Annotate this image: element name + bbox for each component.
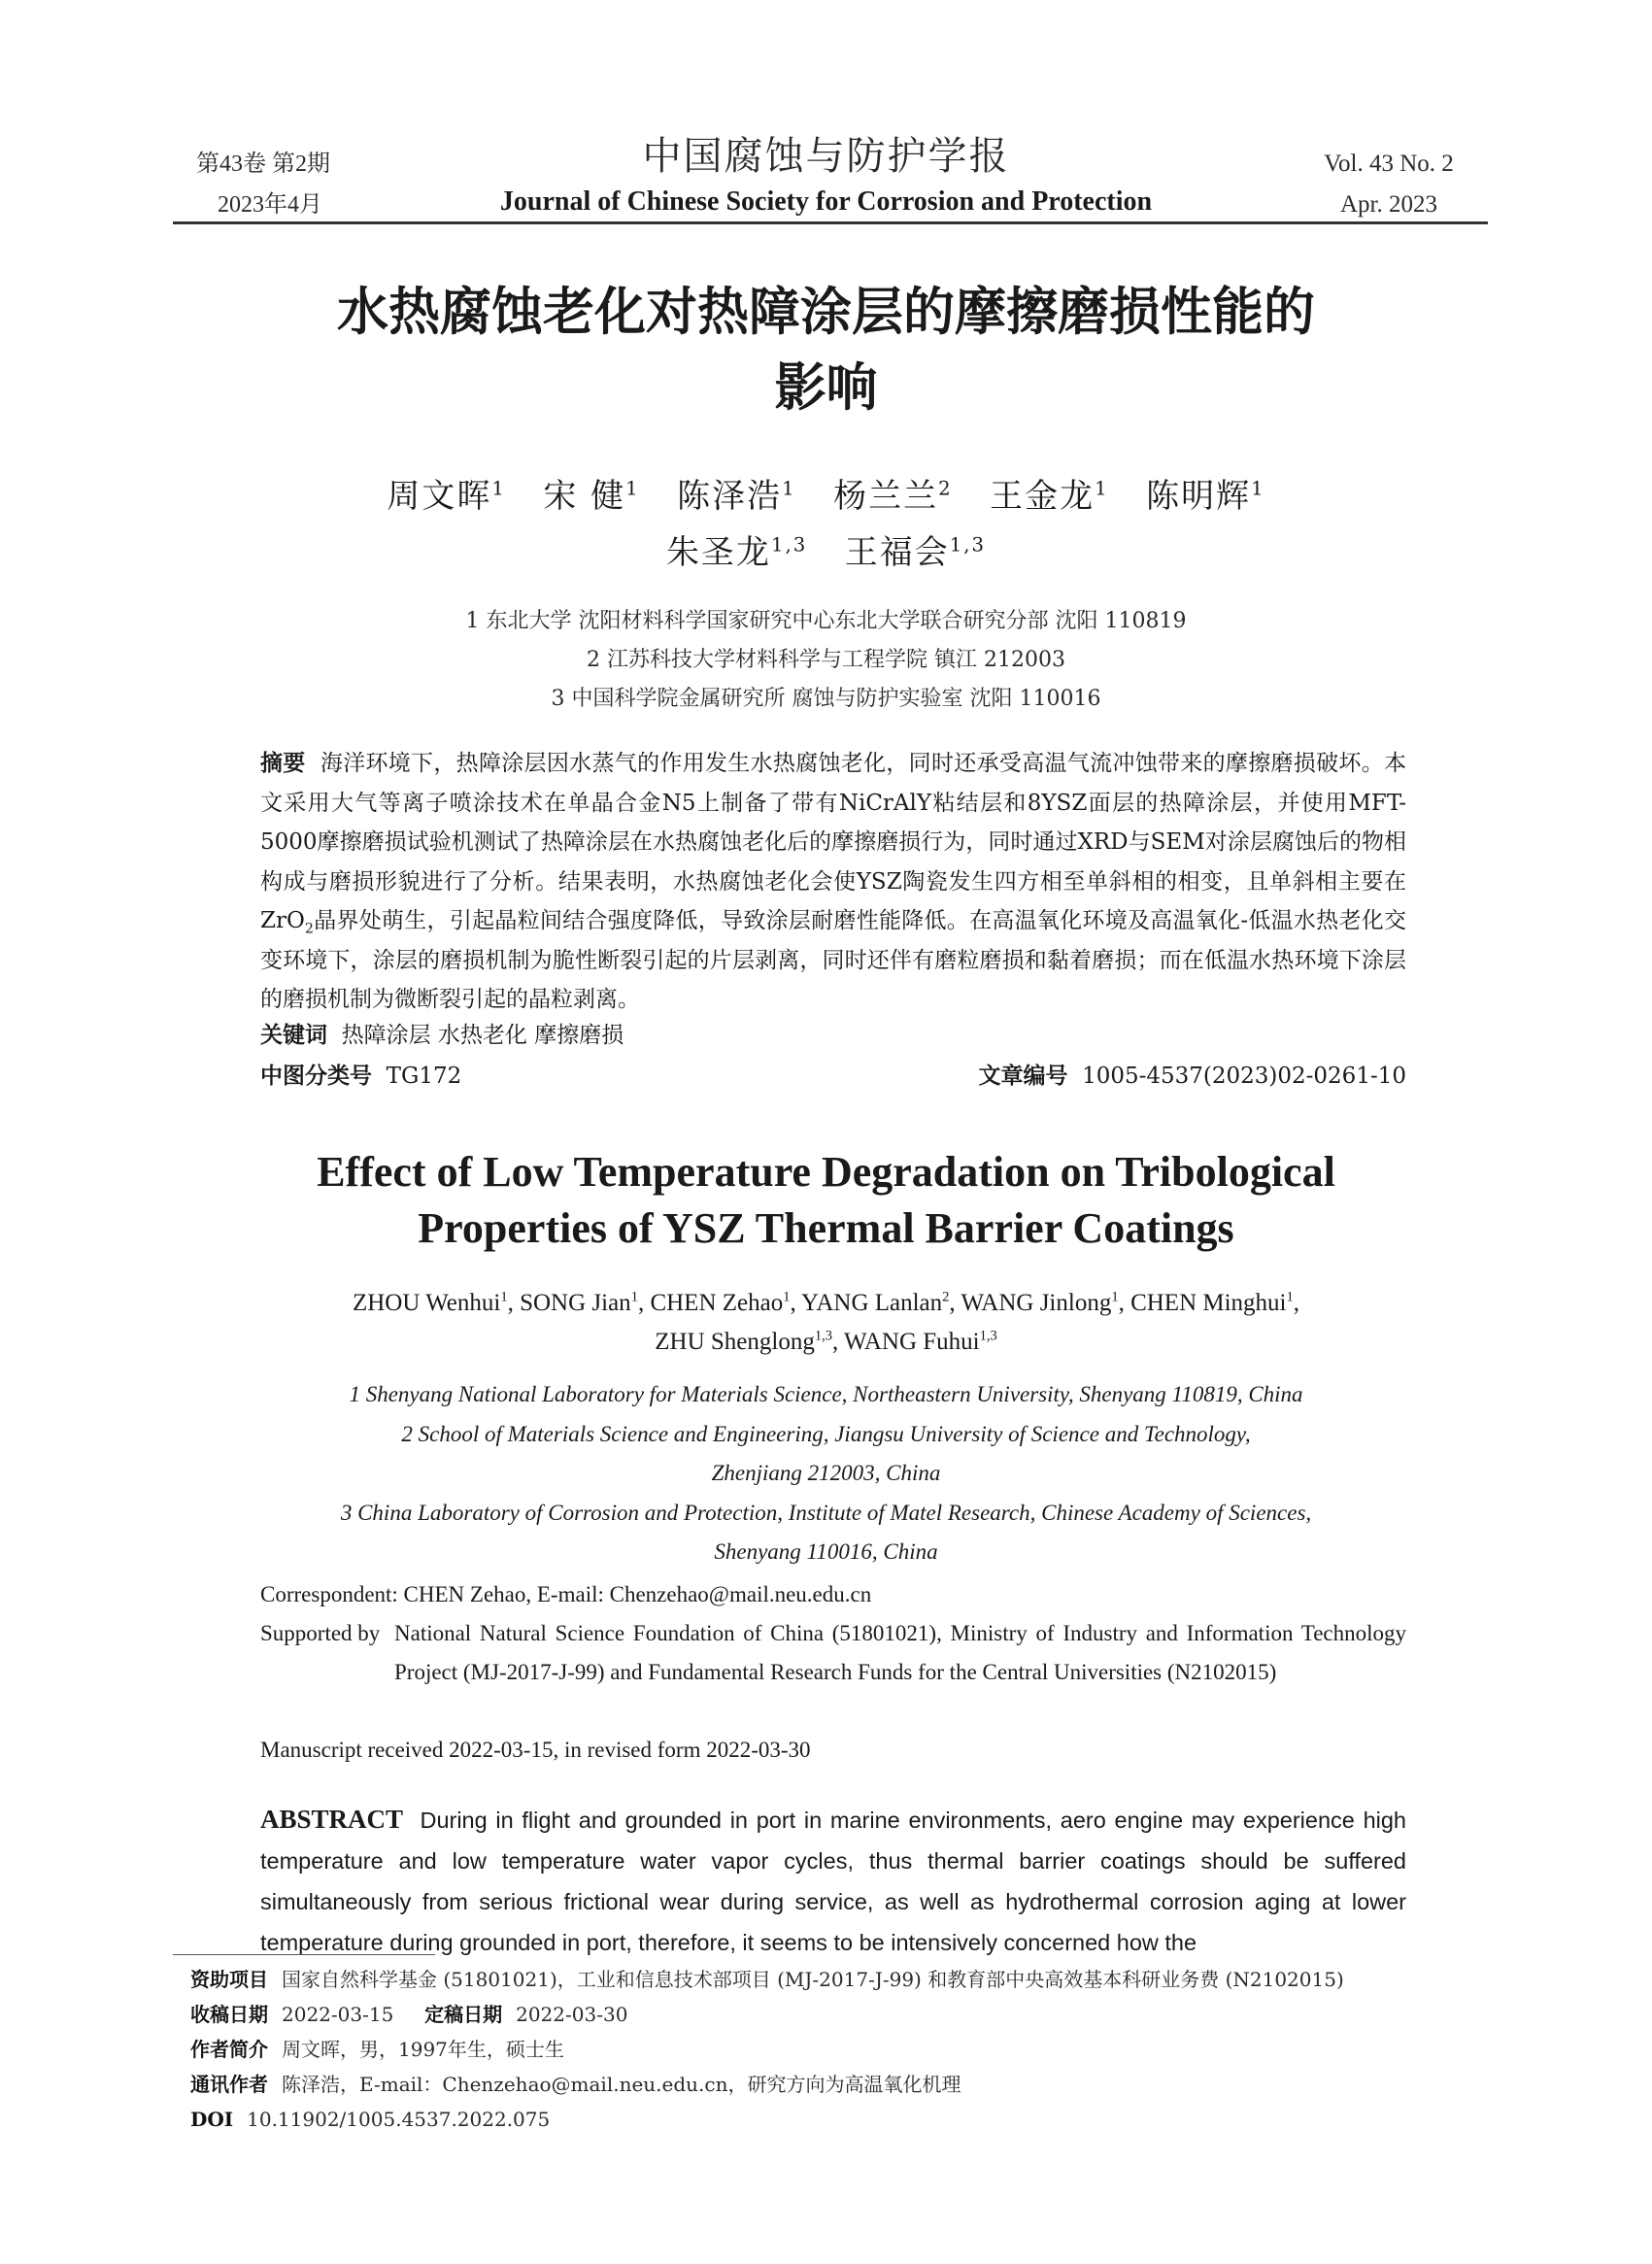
cn-abstract-text-1: 海洋环境下，热障涂层因水蒸气的作用发生水热腐蚀老化，同时还承受高温气流冲蚀带来的摩擦磨损破坏。本文采用大气等离子喷涂技术在单晶合金N5上制备了带有NiCrAlY粘结层和8YSZ面层的热障涂层，并使用MFT-5000摩擦磨损试验机测试了热障涂层在水热腐蚀老化后的摩擦磨损行为，同时通过XRD与SEM对涂层腐蚀后的物相构成与磨损形貌进行了分析。结果表明，水热腐蚀老化会使YSZ陶瓷发生四方相至单斜相的相变，且单斜相主要在ZrO <box>260 751 1407 933</box>
cn-keywords-label: 关键词 <box>260 1022 327 1048</box>
author-affil-mark: 1,3 <box>949 533 987 557</box>
author-affil-mark-en: 1 <box>500 1289 508 1305</box>
cn-clc-label: 中图分类号 <box>260 1063 372 1089</box>
author-affil-mark: 1,3 <box>770 533 808 557</box>
footnote-label: 作者简介 <box>190 2038 268 2061</box>
cn-keywords-text: 热障涂层 水热老化 摩擦磨损 <box>341 1023 624 1048</box>
author-affil-mark-en: 1 <box>783 1289 791 1305</box>
footnote-author-bio <box>190 2032 1404 2067</box>
author-name: 杨兰兰 <box>833 477 939 516</box>
en-abstract-label: ABSTRACT <box>260 1805 404 1834</box>
footnote-text: 2022-03-30 <box>516 2003 628 2026</box>
footnote-corresponding <box>190 2067 1404 2102</box>
author-name-en: SONG Jian <box>520 1290 631 1316</box>
en-authors <box>194 1284 1458 1362</box>
cn-title-line2: 影响 <box>774 357 878 418</box>
cn-article-no-value: 1005-4537(2023)02-0261-10 <box>1082 1064 1406 1089</box>
issue-info <box>196 144 330 225</box>
author-name-en: YANG Lanlan <box>801 1290 943 1316</box>
footnote-funding <box>190 1962 1404 1997</box>
volume-date-en: Apr. 2023 <box>1340 191 1437 218</box>
volume-number-en: Vol. 43 No. 2 <box>1324 151 1454 177</box>
cn-abstract <box>260 744 1406 1020</box>
cn-authors-line2 <box>194 524 1458 581</box>
cn-affiliation: 2 江苏科技大学材料科学与工程学院 镇江 212003 <box>587 648 1065 672</box>
journal-masthead <box>388 130 1264 221</box>
cn-keywords <box>260 1016 1406 1055</box>
footnote-label: DOI <box>190 2108 234 2131</box>
author-name-en: ZHU Shenglong <box>655 1329 815 1355</box>
footnote-label: 定稿日期 <box>424 2003 503 2026</box>
footnote-label: 收稿日期 <box>190 2003 268 2026</box>
author-affil-mark: 1 <box>782 477 796 500</box>
footnote-text: 国家自然科学基金 (51801021)，工业和信息技术部项目 (MJ-2017-J-99) 和教育部中央高效基本科研业务费 (N2102015) <box>282 1968 1344 1991</box>
cn-abstract-text-2: 晶界处萌生，引起晶粒间结合强度降低，导致涂层耐磨性能降低。在高温氧化环境及高温氧化-低温水热老化交变环境下，涂层的磨损机制为脆性断裂引起的片层剥离，同时还伴有磨粒磨损和黏着磨损；而在低温水热环境下涂层的磨损机制为微断裂引起的晶粒剥离。 <box>260 908 1406 1012</box>
cn-abstract-subscript: 2 <box>304 921 314 937</box>
author-affil-mark: 1 <box>491 477 506 500</box>
cn-article-no-label: 文章编号 <box>978 1063 1068 1089</box>
author-name-en: CHEN Zehao <box>650 1290 784 1316</box>
manuscript-dates: Manuscript received 2022-03-15, in revised form 2022-03-30 <box>260 1738 811 1762</box>
footnote-text: 周文晖，男，1997年生，硕士生 <box>282 2038 564 2061</box>
funding-label: Supported by <box>260 1621 381 1645</box>
author-name: 王金龙 <box>990 477 1096 516</box>
author-affil-mark-en: 1 <box>1286 1289 1294 1305</box>
en-abstract <box>260 1799 1406 1963</box>
journal-name-cn: 中国腐蚀与防护学报 <box>642 134 1010 179</box>
en-affiliation-line: Zhenjiang 212003, China <box>711 1461 941 1485</box>
en-affiliation-line: 2 School of Materials Science and Engineering, Jiangsu University of Science and Technology, <box>401 1421 1251 1446</box>
footnote-text: 2022-03-15 <box>282 2003 394 2026</box>
author-name-en: WANG Fuhui <box>844 1329 980 1355</box>
en-authors-line1: ZHOU Wenhui$^1$, SONG Jian$^1$, CHEN Zehao$^1$, YANG Lanlan$^2$, WANG Jinlong$^1$, CHEN Minghui$^1$, <box>352 1289 1300 1316</box>
cn-affiliation: 1 东北大学 沈阳材料科学国家研究中心东北大学联合研究分部 沈阳 110819 <box>465 609 1187 633</box>
author-name: 陈明辉 <box>1146 477 1252 516</box>
cn-title-line1: 水热腐蚀老化对热障涂层的摩擦磨损性能的 <box>337 282 1315 342</box>
footnotes <box>190 1962 1404 2137</box>
cn-affiliations <box>194 602 1458 719</box>
funding-text: National Natural Science Foundation of China (51801021), Ministry of Industry and Information Technology Project (MJ-2017-J-99) and Fundamental Research Funds for the Central Universities (N2102015) <box>394 1621 1406 1684</box>
en-affiliation-line: 1 Shenyang National Laboratory for Materials Science, Northeastern University, Shenyang 110819, China <box>349 1382 1303 1406</box>
author-name-en: CHEN Minghui <box>1130 1290 1287 1316</box>
cn-abstract-label: 摘要 <box>260 750 306 776</box>
cn-clc-value: TG172 <box>386 1064 462 1089</box>
en-title <box>194 1144 1458 1257</box>
cn-authors <box>194 468 1458 581</box>
en-affiliation-line: 3 China Laboratory of Corrosion and Protection, Institute of Matel Research, Chinese Academy of Sciences, <box>340 1500 1312 1525</box>
en-title-line2: Properties of YSZ Thermal Barrier Coatings <box>418 1204 1234 1252</box>
en-affiliation-line: Shenyang 110016, China <box>714 1539 938 1564</box>
footnote-doi <box>190 2102 1404 2137</box>
footnote-text: 陈泽浩，E-mail：Chenzehao@mail.neu.edu.cn，研究方向为高温氧化机理 <box>282 2073 961 2096</box>
author-name: 周文晖 <box>387 477 492 516</box>
issue-date: 2023年4月 <box>218 192 322 218</box>
author-affil-mark-en: 1 <box>630 1289 638 1305</box>
author-name: 朱圣龙 <box>665 533 771 572</box>
footnote-label: 资助项目 <box>190 1968 268 1991</box>
author-affil-mark-en: 1 <box>1111 1289 1119 1305</box>
author-name: 王福会 <box>844 533 950 572</box>
cn-authors-line1 <box>194 468 1458 524</box>
correspondent: Correspondent: CHEN Zehao, E-mail: Chenzehao@mail.neu.edu.cn <box>260 1582 872 1606</box>
author-name-en: ZHOU Wenhui <box>352 1290 501 1316</box>
issue-volume: 第43卷 第2期 <box>196 152 330 177</box>
author-affil-mark-en: 2 <box>942 1289 950 1305</box>
author-affil-mark: 1 <box>1095 477 1109 500</box>
cn-title <box>194 274 1458 425</box>
author-name: 宋 健 <box>543 477 626 516</box>
author-name-en: WANG Jinlong <box>961 1290 1112 1316</box>
en-title-line1: Effect of Low Temperature Degradation on Tribological <box>317 1148 1335 1196</box>
author-affil-mark: 1 <box>625 477 640 500</box>
funding <box>260 1614 1406 1692</box>
footnote-dates <box>190 1997 1404 2032</box>
cn-affiliation: 3 中国科学院金属研究所 腐蚀与防护实验室 沈阳 110016 <box>551 687 1101 711</box>
author-affil-mark-en: 1,3 <box>814 1328 832 1344</box>
en-affiliations <box>233 1375 1419 1572</box>
en-abstract-text: During in flight and grounded in port in marine environments, aero engine may experience high temperature and low temperature water vapor cycles, thus thermal barrier coatings should be suffered simultaneously from serious frictional wear during service, as well as hydrothermal corrosion aging at lower temperature during grounded in port, therefore, it seems to be intensively concerned how the <box>260 1808 1406 1955</box>
cn-classification <box>260 1057 1406 1096</box>
footnote-rule <box>173 1954 435 1955</box>
volume-info-en <box>1321 144 1457 225</box>
author-affil-mark: 1 <box>1251 477 1265 500</box>
en-authors-line2: ZHU Shenglong$^{1,3}$, WANG Fuhui$^{1,3}$ <box>655 1328 997 1355</box>
author-affil-mark: 2 <box>938 477 953 500</box>
author-name: 陈泽浩 <box>677 477 783 516</box>
footnote-text: 10.11902/1005.4537.2022.075 <box>247 2108 551 2131</box>
header-rule <box>173 221 1488 224</box>
footnote-label: 通讯作者 <box>190 2073 268 2096</box>
author-affil-mark-en: 1,3 <box>979 1328 997 1344</box>
journal-name-en: Journal of Chinese Society for Corrosion and Protection <box>499 186 1153 217</box>
